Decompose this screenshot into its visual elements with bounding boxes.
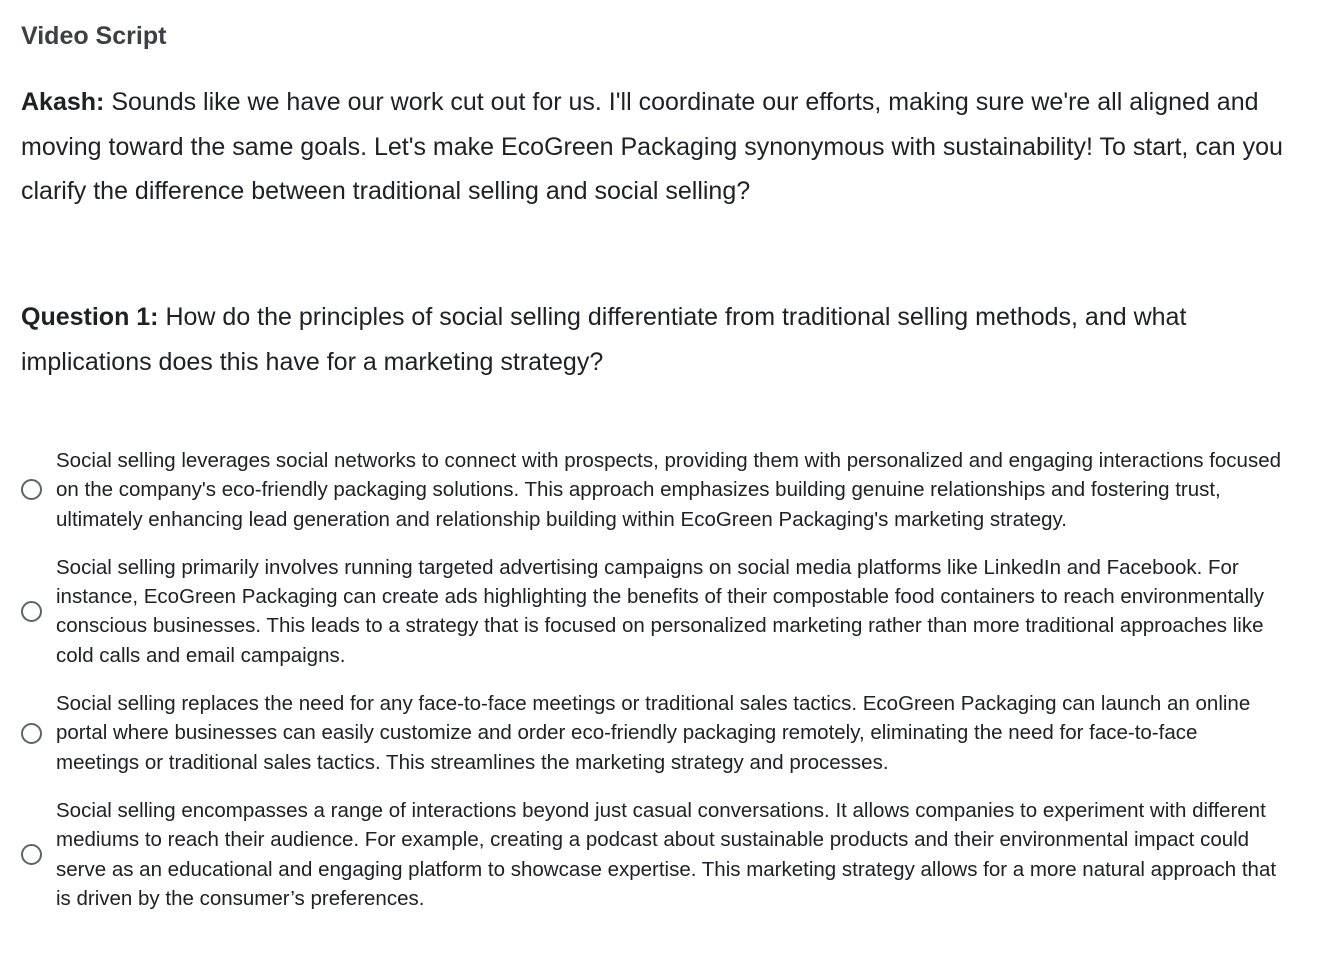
radio-button-2[interactable] bbox=[21, 601, 42, 622]
answer-option-3[interactable] bbox=[21, 689, 1286, 777]
answer-option-4-text: Social selling encompasses a range of interactions beyond just casual conversations. It allows companies to experiment with different mediums to reach their audience. For example, creating a podcast about sustainable products and their environmental impact could serve as an educational and engaging platform to showcase expertise. This marketing strategy allows for a more natural approach that is driven by the consumer’s preferences. bbox=[56, 798, 1277, 910]
radio-button-3[interactable] bbox=[21, 723, 42, 744]
answer-option-1-text: Social selling leverages social networks to connect with prospects, providing them with personalized and engaging interactions focused on the company's eco-friendly packaging solutions. This approach emphasizes building genuine relationships and fostering trust, ultimately enhancing lead generation and relationship building within EcoGreen Packaging's marketing strategy. bbox=[56, 449, 1281, 531]
answer-option-2-text: Social selling primarily involves running targeted advertising campaigns on social media platforms like LinkedIn and Facebook. For instance, EcoGreen Packaging can create ads highlighting the benefits of their compostable food containers to reach environmentally conscious businesses. This leads to a strategy that is focused on personalized marketing rather than more traditional approaches like cold calls and email campaigns. bbox=[56, 555, 1264, 667]
dialogue-paragraph bbox=[21, 80, 1296, 214]
answer-option-4[interactable] bbox=[21, 796, 1286, 913]
section-title: Video Script bbox=[21, 22, 167, 50]
answer-option-2[interactable] bbox=[21, 553, 1286, 670]
question-prompt bbox=[21, 295, 1296, 384]
answer-options bbox=[21, 446, 1286, 932]
dialogue-text: Sounds like we have our work cut out for us. I'll coordinate our efforts, making sure we're all aligned and moving toward the same goals. Let's make EcoGreen Packaging synonymous with sustainability! To start, can you clarify the difference between traditional selling and social selling? bbox=[21, 88, 1283, 205]
answer-option-1[interactable] bbox=[21, 446, 1286, 534]
speaker-name: Akash: bbox=[21, 88, 105, 116]
radio-button-1[interactable] bbox=[21, 479, 42, 500]
radio-button-4[interactable] bbox=[21, 844, 42, 865]
question-text: How do the principles of social selling differentiate from traditional selling methods, and what implications does this have for a marketing strategy? bbox=[21, 303, 1187, 376]
question-label: Question 1: bbox=[21, 303, 159, 331]
answer-option-3-text: Social selling replaces the need for any face-to-face meetings or traditional sales tactics. EcoGreen Packaging can launch an online portal where businesses can easily customize and order eco-friendly packaging remotely, eliminating the need for face-to-face meetings or traditional sales tactics. This streamlines the marketing strategy and processes. bbox=[56, 692, 1251, 774]
